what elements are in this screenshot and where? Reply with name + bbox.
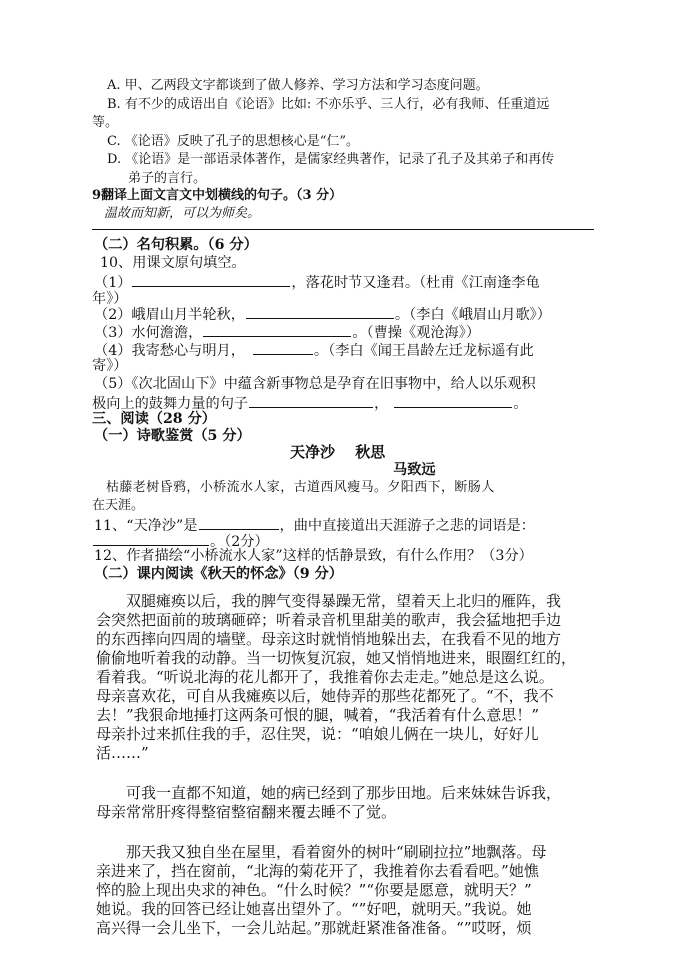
fill-3-prefix: （3）水何澹澹，	[94, 325, 203, 341]
question-11-prefix: 11、“天净沙”是	[94, 518, 198, 534]
passage-line: 亲进来了，挡在窗前，“北海的菊花开了，我推着你去看看吧。”她憔	[96, 862, 539, 880]
passage-line: 母亲常常肝疼得整宿整宿翻来覆去睡不了觉。	[96, 803, 397, 821]
option-a: A. 甲、乙两段文字都谈到了做人修养、学习方法和学习态度问题。	[107, 78, 489, 93]
fill-2-text: 。（李白《峨眉山月歌》）	[394, 307, 551, 323]
passage-line: 母亲喜欢花，可自从我瘫痪以后，她侍弄的那些花都死了。“不，我不	[96, 687, 554, 705]
passage-line: 那天我又独自坐在屋里，看着窗外的树叶“刷刷拉拉”地飘落。母	[126, 843, 547, 861]
fill-2	[94, 306, 551, 322]
fill-4	[94, 342, 534, 358]
poem-section-title: （一）诗歌鉴赏（5 分）	[94, 428, 251, 444]
poem-author: 马致远	[393, 462, 436, 478]
fill-1	[94, 274, 540, 290]
passage-line: 高兴得一会儿坐下，一会儿站起。”那就赶紧准备准备。“”哎呀，烦	[96, 919, 532, 937]
passage-line: 双腿瘫痪以后，我的脾气变得暴躁无常，望着天上北归的雁阵，我	[126, 592, 562, 610]
fill-3-text: 。（曹操《观沧海》）	[352, 325, 481, 341]
answer-line	[92, 229, 594, 230]
option-d-line2: 弟子的言行。	[128, 171, 207, 186]
question-10: 10、用课文原句填空。	[100, 255, 246, 271]
poem-line-1: 枯藤老树昏鸦，小桥流水人家，古道西风瘦马。夕阳西下，断肠人	[106, 480, 495, 495]
blank-11a[interactable]	[199, 517, 279, 530]
option-c: C. 《论语》反映了孔子的思想核心是“仁”。	[107, 134, 360, 149]
section-3-title: 三、阅读（28 分）	[92, 411, 216, 427]
reading-section-title: （二）课内阅读《秋天的怀念》（9 分）	[94, 566, 343, 582]
fill-1-cont: 年》）	[92, 291, 128, 307]
blank-3[interactable]	[203, 324, 351, 337]
blank-4[interactable]	[253, 342, 313, 355]
blank-1[interactable]	[132, 274, 290, 287]
passage-line: 母亲扑过来抓住我的手，忍住哭，说：“咱娘儿俩在一块儿，好好儿	[96, 725, 539, 743]
passage-line: 悴的脸上现出央求的神色。“什么时候？”“你要是愿意，就明天？”	[96, 881, 532, 899]
question-9-answer: 温故而知新，可以为师矣。	[104, 206, 261, 221]
passage-line: 看着我。“听说北海的花儿都开了，我推着你去走走。”她总是这么说。	[96, 668, 554, 686]
question-11-cont	[92, 533, 269, 549]
option-d-line1: D. 《论语》是一部语录体著作，是儒家经典著作，记录了孔子及其弟子和再传	[107, 152, 555, 167]
fill-4-cont: 寄》）	[92, 358, 128, 374]
section-2-title: （二）名句积累。（6 分）	[94, 237, 258, 253]
blank-11b[interactable]	[93, 533, 209, 546]
fill-5-line1: （5）《次北固山下》中蕴含新事物总是孕育在旧事物中，给人以乐观积	[94, 376, 536, 392]
passage-line: 去！”我狠命地捶打这两条可恨的腿，喊着，“我活着有什么意思！”	[96, 706, 540, 724]
passage-line: 活……”	[96, 744, 149, 762]
fill-1-text: ，落花时节又逢君。（杜甫《江南逢李龟	[291, 275, 540, 291]
fill-5-end: 。	[513, 396, 528, 412]
fill-3	[94, 324, 480, 340]
passage-line: 偷偷地听着我的动静。当一切恢复沉寂，她又悄悄地进来，眼圈红红的，	[96, 649, 577, 667]
fill-5-comma: ，	[374, 396, 389, 412]
question-11-score: 。（2分）	[210, 534, 269, 550]
passage-line: 会突然把面前的玻璃砸碎；听着录音机里甜美的歌声，我会猛地把手边	[96, 611, 562, 629]
question-9: 9翻译上面文言文中划横线的句子。（3 分）	[92, 188, 343, 203]
passage-line: 她说。我的回答已经让她喜出望外了。“”好吧，就明天。”我说。她	[96, 900, 532, 918]
option-b-line1: B. 有不少的成语出自《论语》比如: 不亦乐乎、三人行，必有我师、任重道远	[107, 97, 550, 112]
fill-1-prefix: （1）	[94, 275, 132, 291]
question-12: 12、作者描绘“小桥流水人家”这样的恬静景致，有什么作用？（3分）	[94, 548, 533, 564]
poem-title: 天净沙 秋思	[290, 443, 386, 461]
fill-5-line2	[92, 395, 527, 411]
fill-4-text: 。（李白《闻王昌龄左迁龙标遥有此	[313, 343, 534, 359]
blank-2[interactable]	[246, 306, 394, 319]
question-11	[94, 517, 535, 533]
option-b-line2: 等。	[92, 115, 119, 130]
fill-2-prefix: （2）峨眉山月半轮秋，	[94, 307, 245, 323]
passage-line: 的东西摔向四周的墙壁。母亲这时就悄悄地躲出去，在我看不见的地方	[96, 630, 562, 648]
blank-5b[interactable]	[394, 395, 512, 408]
question-11-text: ，曲中直接道出天涯游子之悲的词语是：	[279, 518, 535, 534]
fill-4-prefix: （4）我寄愁心与明月，	[94, 343, 245, 359]
poem-line-2: 在天涯。	[92, 498, 145, 513]
blank-5a[interactable]	[249, 395, 373, 408]
fill-5-prefix: 极向上的鼓舞力量的句子	[92, 396, 249, 412]
passage-line: 可我一直都不知道，她的病已经到了那步田地。后来妹妹告诉我，	[126, 784, 562, 802]
